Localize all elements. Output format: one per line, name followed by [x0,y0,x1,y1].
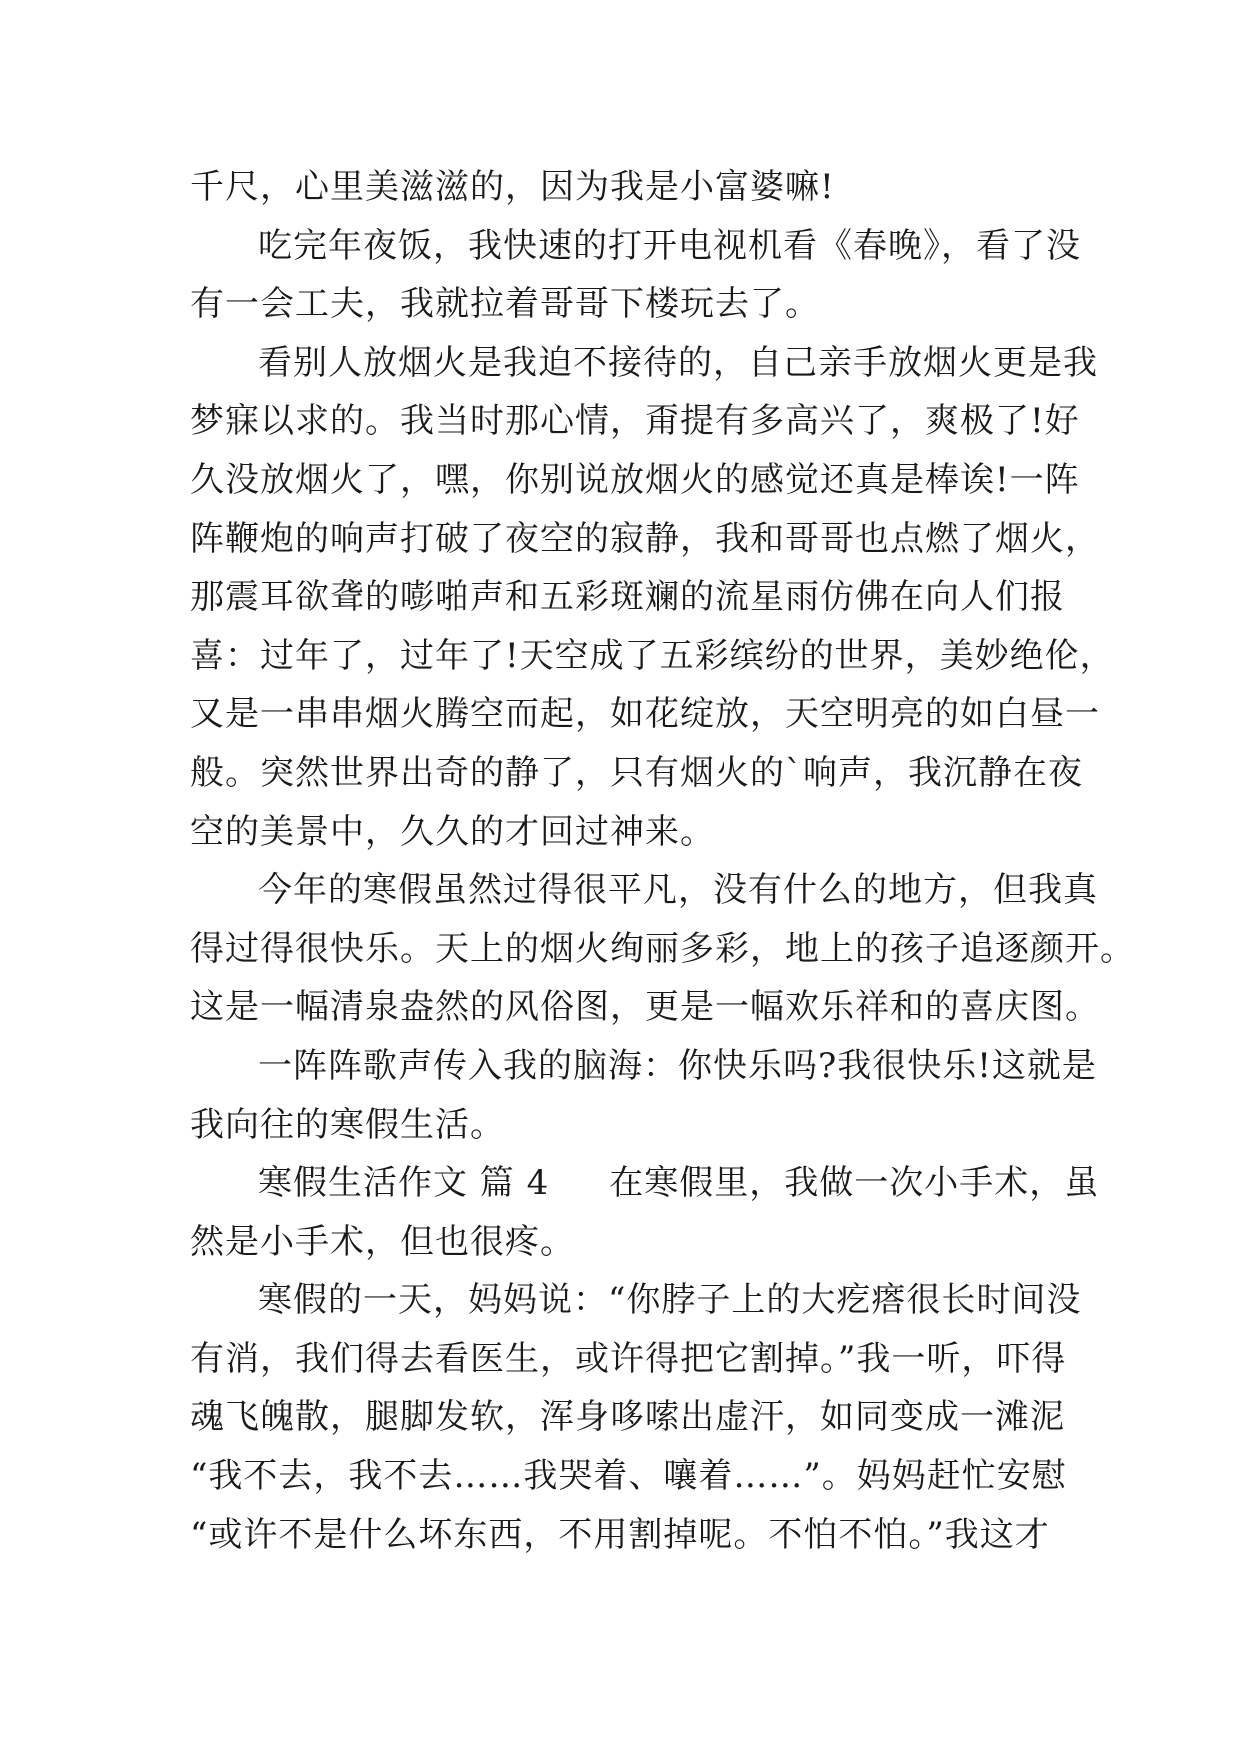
text-line: 阵鞭炮的响声打破了夜空的寂静，我和哥哥也点燃了烟火， [190,518,1100,559]
section-heading: 寒假生活作文 篇 4 [258,1163,550,1204]
text-line: “我不去，我不去……我哭着、嚷着……”。妈妈赶忙安慰 [190,1456,1067,1497]
text-line: 然是小手术，但也很疼。 [190,1221,575,1262]
section-first-sentence: 在寒假里，我做一次小手术，虽 [609,1163,1100,1204]
section-heading-line [190,1154,1100,1213]
text-line: 千尺，心里美滋滋的，因为我是小富婆嘛! [190,167,835,207]
paragraph-start-line: 看别人放烟火是我迫不接待的，自己亲手放烟火更是我 [258,342,1098,383]
paragraph-start-line: 吃完年夜饭，我快速的打开电视机看《春晚》，看了没 [258,225,1081,266]
text-line: 有一会工夫，我就拉着哥哥下楼玩去了。 [190,284,820,325]
paragraph-start-line: 一阵阵歌声传入我的脑海：你快乐吗?我很快乐!这就是 [258,1045,1097,1086]
text-line: 那震耳欲聋的嘭啪声和五彩斑斓的流星雨仿佛在向人们报 [190,577,1065,618]
text-line: 又是一串串烟火腾空而起，如花绽放，天空明亮的如白昼一 [190,694,1100,735]
text-line: 得过得很快乐。天上的烟火绚丽多彩，地上的孩子追逐颜开。 [190,928,1135,969]
text-line: “或许不是什么坏东西，不用割掉呢。不怕不怕。”我这才 [190,1514,1050,1555]
paragraph-start-line: 今年的寒假虽然过得很平凡，没有什么的地方，但我真 [258,870,1098,911]
essay-body [190,158,1135,1564]
text-line: 喜：过年了，过年了!天空成了五彩缤纷的世界，美妙绝伦， [190,635,1115,676]
text-line: 魂飞魄散，腿脚发软，浑身哆嗦出虚汗，如同变成一滩泥 [190,1397,1065,1438]
paragraph-start-line: 寒假的一天，妈妈说：“你脖子上的大疙瘩很长时间没 [258,1280,1082,1321]
text-line: 我向往的寒假生活。 [190,1104,505,1145]
text-line: 久没放烟火了，嘿，你别说放烟火的感觉还真是棒诶!一阵 [190,459,1080,500]
text-line: 般。突然世界出奇的静了，只有烟火的`响声，我沉静在夜 [190,752,1083,793]
text-line: 这是一幅清泉盎然的风俗图，更是一幅欢乐祥和的喜庆图。 [190,987,1100,1028]
text-line: 梦寐以求的。我当时那心情，甭提有多高兴了，爽极了!好 [190,401,1080,442]
text-line: 有消，我们得去看医生，或许得把它割掉。”我一听，吓得 [190,1338,1067,1379]
text-line: 空的美景中，久久的才回过神来。 [190,811,715,852]
